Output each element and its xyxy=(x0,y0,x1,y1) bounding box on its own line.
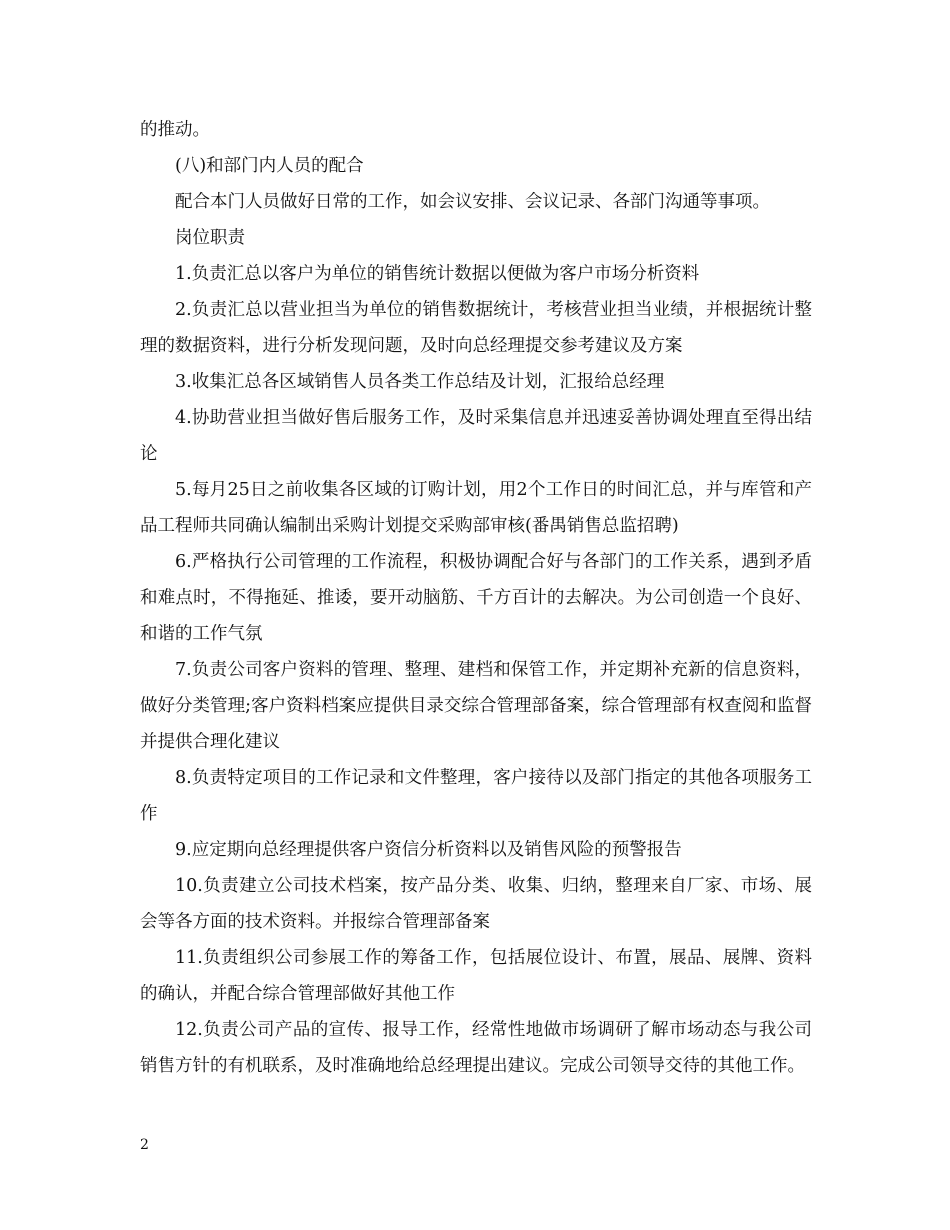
duty-item-9: 9.应定期向总经理提供客户资信分析资料以及销售风险的预警报告 xyxy=(175,840,682,860)
duty-item-3: 3.收集汇总各区域销售人员各类工作总结及计划，汇报给总经理 xyxy=(175,372,665,392)
duty-item-5: 5.每月25日之前收集各区域的订购计划，用2个工作日的时间汇总，并与库管和产品工程师共同确认编制出采购计划提交采购部审核(番禺销售总监招聘) xyxy=(140,480,812,536)
paragraph-cooperation: 配合本门人员做好日常的工作，如会议安排、会议记录、各部门沟通等事项。 xyxy=(175,192,770,212)
duty-item-2: 2.负责汇总以营业担当为单位的销售数据统计，考核营业担当业绩，并根据统计整理的数据资料，进行分析发现问题，及时向总经理提交参考建议及方案 xyxy=(140,300,812,356)
duty-item-12: 12.负责公司产品的宣传、报导工作，经常性地做市场调研了解市场动态与我公司销售方针的有机联系，及时准确地给总经理提出建议。完成公司领导交待的其他工作。 xyxy=(140,1020,812,1076)
duty-item-1: 1.负责汇总以客户为单位的销售统计数据以便做为客户市场分析资料 xyxy=(175,264,700,284)
paragraph-continuation: 的推动。 xyxy=(140,120,210,140)
duty-item-7: 7.负责公司客户资料的管理、整理、建档和保管工作，并定期补充新的信息资料，做好分类管理;客户资料档案应提供目录交综合管理部备案，综合管理部有权查阅和监督并提供合理化建议 xyxy=(140,660,812,752)
duty-item-6: 6.严格执行公司管理的工作流程，积极协调配合好与各部门的工作关系，遇到矛盾和难点时，不得拖延、推诿，要开动脑筋、千方百计的去解决。为公司创造一个良好、和谐的工作气氛 xyxy=(140,552,812,644)
duty-item-8: 8.负责特定项目的工作记录和文件整理，客户接待以及部门指定的其他各项服务工作 xyxy=(140,768,812,824)
duty-item-11: 11.负责组织公司参展工作的筹备工作，包括展位设计、布置，展品、展牌、资料的确认，并配合综合管理部做好其他工作 xyxy=(140,948,812,1004)
document-body xyxy=(140,112,812,1084)
section-heading-cooperation: (八)和部门内人员的配合 xyxy=(175,156,364,176)
duty-item-4: 4.协助营业担当做好售后服务工作，及时采集信息并迅速妥善协调处理直至得出结论 xyxy=(140,408,812,464)
page-number: 2 xyxy=(140,1137,149,1153)
section-heading-duties: 岗位职责 xyxy=(175,228,245,248)
duty-item-10: 10.负责建立公司技术档案，按产品分类、收集、归纳，整理来自厂家、市场、展会等各方面的技术资料。并报综合管理部备案 xyxy=(140,876,812,932)
